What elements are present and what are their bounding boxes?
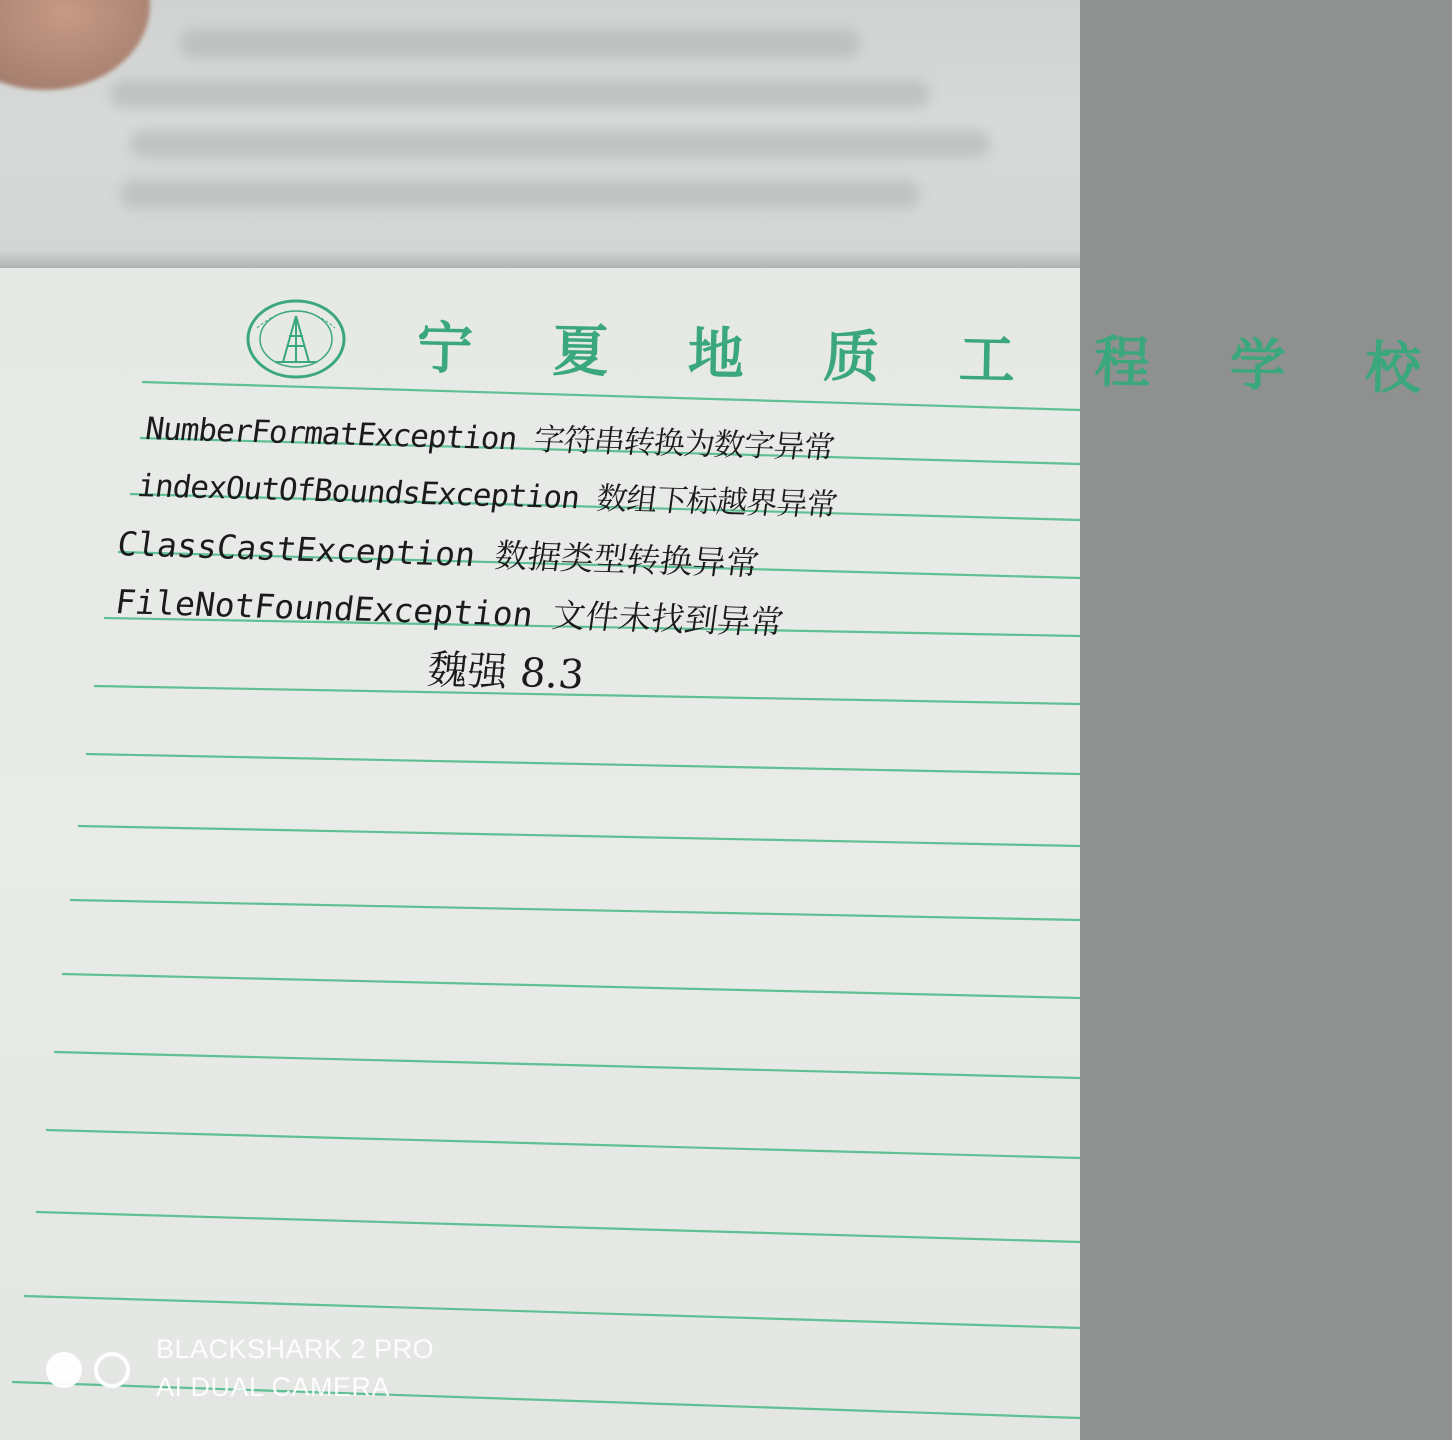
- school-name: 宁 夏 地 质 工 程 学 校: [416, 315, 1452, 403]
- rule-line: [94, 686, 1080, 704]
- camera-watermark: [46, 1332, 506, 1412]
- background-page: [0, 0, 1080, 300]
- rule-line: [86, 754, 1080, 774]
- handwritten-line: FileNotFoundException 文件未找到异常: [113, 582, 787, 642]
- ghost-text-line: [120, 180, 920, 208]
- rule-line: [62, 974, 1080, 998]
- ghost-text-line: [130, 130, 990, 158]
- rule-line: [70, 900, 1080, 920]
- camera-dot-icon: [46, 1352, 82, 1388]
- rule-line: [54, 1052, 1080, 1078]
- finger-blur: [0, 0, 150, 90]
- rule-line: [78, 826, 1080, 846]
- notebook-page: [0, 268, 1452, 1440]
- rule-line: [46, 1130, 1080, 1158]
- ghost-text-line: [180, 30, 860, 58]
- watermark-camera: AI DUAL CAMERA: [156, 1372, 391, 1402]
- ghost-text-line: [110, 80, 930, 108]
- rule-line: [24, 1296, 1080, 1328]
- rule-line: [36, 1212, 1080, 1242]
- signature: 魏强 8.3: [425, 647, 587, 699]
- watermark-model: BLACKSHARK 2 PRO: [156, 1334, 435, 1364]
- camera-ring-icon: [94, 1352, 130, 1388]
- handwritten-line: indexOutOfBoundsException 数组下标越界异常: [135, 468, 839, 524]
- handwritten-line: NumberFormatException 字符串转换为数字异常: [143, 411, 837, 467]
- rule-line-header: [142, 382, 1080, 410]
- handwritten-line: ClassCastException 数据类型转换异常: [115, 524, 762, 584]
